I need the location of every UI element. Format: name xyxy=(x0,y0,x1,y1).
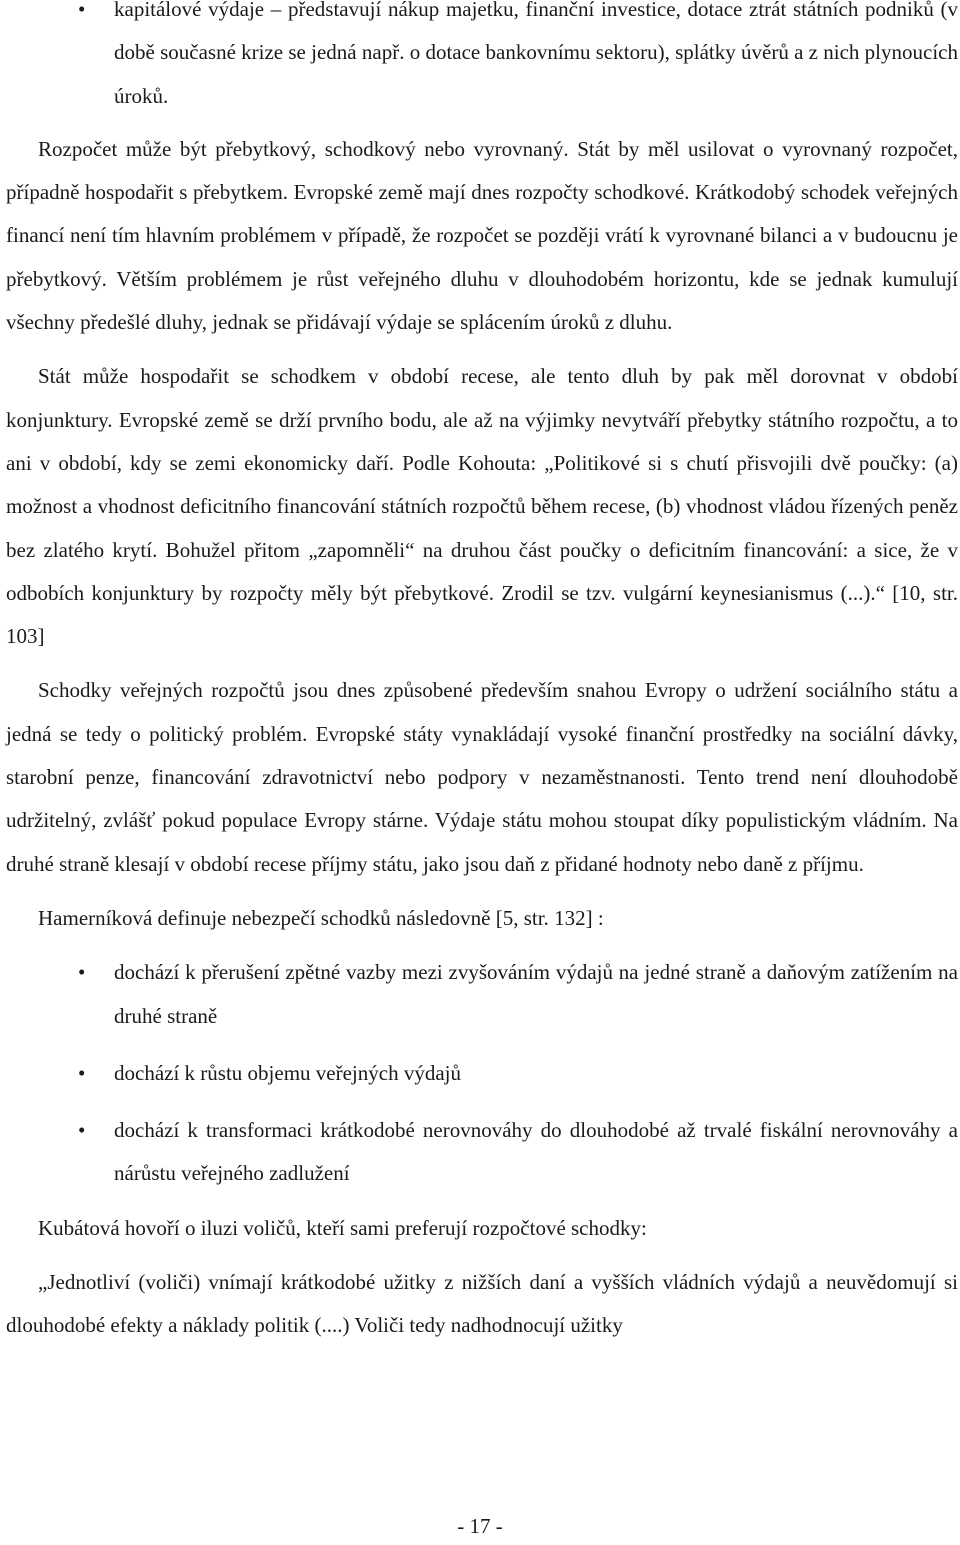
list-item: • dochází k transformaci krátkodobé nerovnováhy do dlouhodobé až trvalé fiskální nerovnováhy a nárůstu veřejného zadlužení xyxy=(6,1109,958,1196)
page-number: - 17 - xyxy=(457,1514,503,1538)
bullet-icon: • xyxy=(78,0,86,21)
deficit-dangers-list xyxy=(6,951,958,1195)
bullet-icon: • xyxy=(78,1118,86,1143)
top-bullet-list xyxy=(6,0,958,118)
list-item: • dochází k přerušení zpětné vazby mezi zvyšováním výdajů na jedné straně a daňovým zatížením na druhé straně xyxy=(6,951,958,1038)
bullet-icon: • xyxy=(78,960,86,985)
paragraph-kubatova-quote: „Jednotliví (voliči) vnímají krátkodobé užitky z nižších daní a vyšších vládních výdajů a neuvědomují si dlouhodobé efekty a náklady politik (....) Voliči tedy nadhodnocují užitky xyxy=(6,1270,958,1338)
list-item: • dochází k růstu objemu veřejných výdajů xyxy=(6,1052,958,1095)
list-item: • kapitálové výdaje – představují nákup majetku, finanční investice, dotace ztrát státních podniků (v době současné krize se jedná např. o dotace bankovnímu sektoru), splátky úvěrů a z nich plynoucích úroků. xyxy=(6,0,958,118)
paragraph-social-state: Schodky veřejných rozpočtů jsou dnes způsobené především snahou Evropy o udržení sociálního státu a jedná se tedy o politický problém. Evropské státy vynakládají vysoké finanční prostředky na sociální dávky, starobní penze, financování zdravotnictví nebo podpory v nezaměstnanosti. Tento trend není dlouhodobě udržitelný, zvlášť pokud populace Evropy stárne. Výdaje státu mohou stoupat díky populistickým vládním. Na druhé straně klesají v období recese příjmy státu, jako jsou daň z přidané hodnoty nebo daně z příjmu. xyxy=(6,678,958,876)
bullet-icon: • xyxy=(78,1060,86,1085)
paragraph-recession-deficit: Stát může hospodařit se schodkem v období recese, ale tento dluh by pak měl dorovnat v období konjunktury. Evropské země se drží prvního bodu, ale až na výjimky nevytváří přebytky státního rozpočtu, a to ani v období, kdy se zemi ekonomicky daří. Podle Kohouta: „Politikové si s chutí přisvojili dvě poučky: (a) možnost a vhodnost deficitního financování státních rozpočtů během recese, (b) vhodnost vládou řízených peněz bez zlatého krytí. Bohužel přitom „zapomněli“ na druhou část poučky o deficitním financování: a sice, že v odbobích konjunktury by rozpočty měly být přebytkové. Zrodil se tzv. vulgární keynesianismus (...).“ [10, str. 103] xyxy=(6,364,958,649)
paragraph-hamernikova-intro: Hamerníková definuje nebezpečí schodků následovně [5, str. 132] : xyxy=(38,905,604,930)
paragraph-budget-types: Rozpočet může být přebytkový, schodkový nebo vyrovnaný. Stát by měl usilovat o vyrovnaný rozpočet, případně hospodařit s přebytkem. Evropské země mají dnes rozpočty schodkové. Krátkodobý schodek veřejných financí není tím hlavním problémem v případě, že rozpočet se později vrátí k vyrovnané bilanci a v budoucnu je přebytkový. Větším problémem je růst veřejného dluhu v dlouhodobém horizontu, kde se jednak kumulují všechny předešlé dluhy, jednak se přidávají výdaje se splácením úroků z dluhu. xyxy=(6,136,958,335)
page-text xyxy=(6,0,958,1348)
paragraph-kubatova-intro: Kubátová hovoří o iluzi voličů, kteří sami preferují rozpočtové schodky: xyxy=(38,1215,647,1240)
